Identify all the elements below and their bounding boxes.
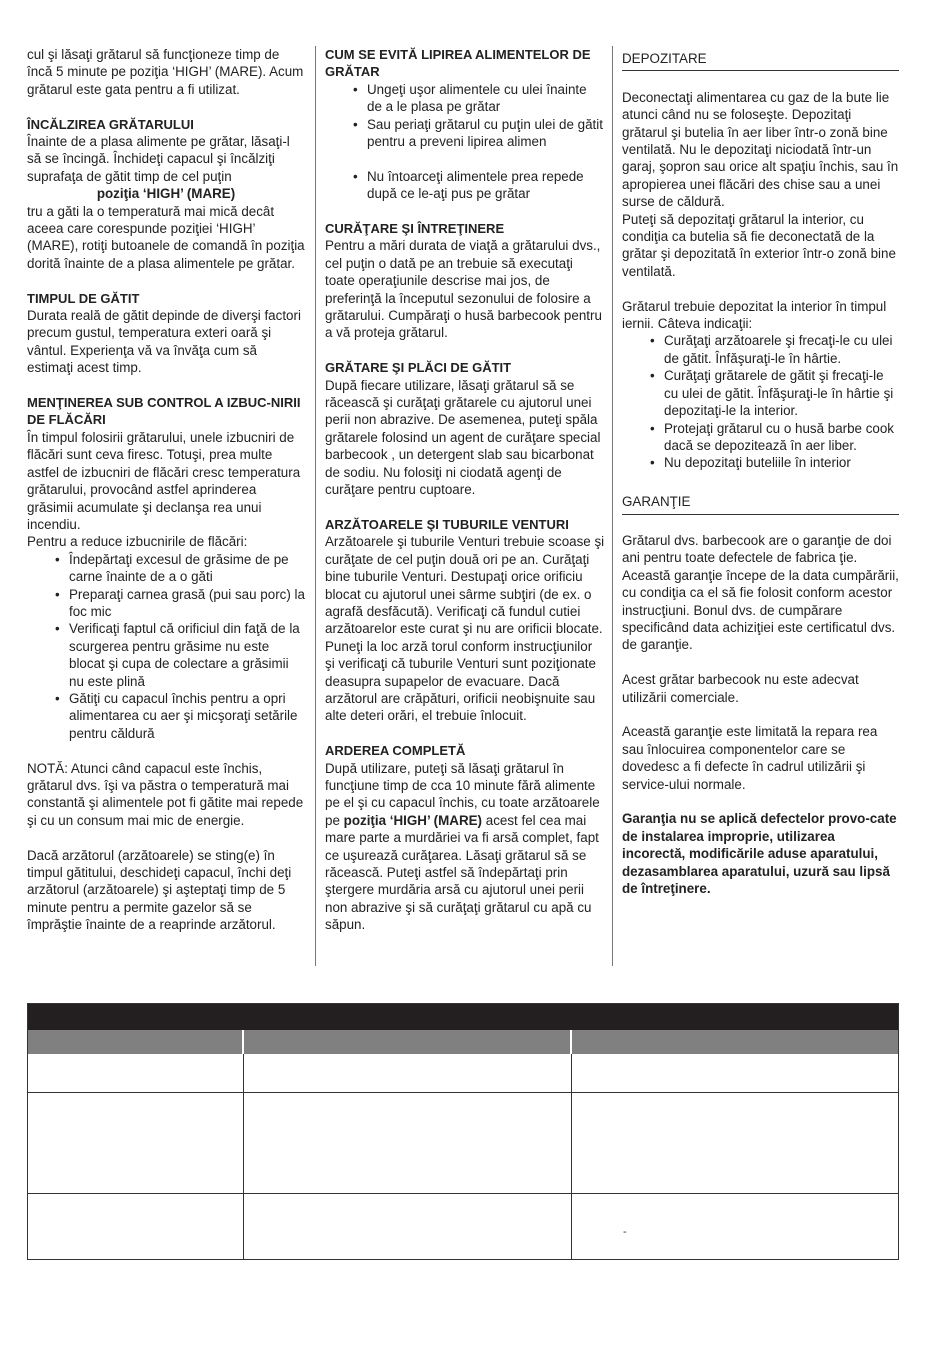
flare-up-intro: Pentru a reduce izbucnirile de flăcări:: [27, 534, 248, 550]
heating-high-position: poziţia ‘HIGH’ (MARE): [96, 186, 236, 202]
column-3: [622, 46, 899, 897]
grates-paragraph: După fiecare utilizare, lăsaţi grătarul să se răcească şi curăţaţi grătarele cu ajutorul unei perii non abrazive. De asemenea, puteţi spăla grătarele folosind un agent de curăţare special barbecook , un detergent slab sau bicarbonat de sodiu. Nu folosiţi ni ciodată agenţi de curăţare pentru cuptoare.: [325, 377, 601, 498]
list-item: • Protejaţi grătarul cu o husă barbe cook dacă se depozitează în aer liber.: [664, 420, 899, 455]
burn-off-high-position: poziţia ‘HIGH’ (MARE): [343, 812, 483, 828]
flare-up-paragraph: În timpul folosirii grătarului, unele izbucniri de flăcări sunt ceva firesc. Totuşi, prea multe astfel de izbucniri de flăcări cresc temperatura grătarului, provocând astfel aprinderea grăsimii acumulate şi declanşa rea unui incendiu.: [27, 429, 301, 532]
warranty-exclusions: Garanţia nu se aplică defectelor provo-cate de instalarea improprie, utilizarea incorectă, modificările aduse aparatului, dezasamblarea aparatului, uzură sau lipsă de întreţinere.: [622, 811, 897, 896]
troubleshooting-table: [27, 1003, 899, 1260]
column-2: [325, 46, 605, 934]
list-item: • Preparaţi carnea grasă (pui sau porc) la foc mic: [69, 586, 305, 621]
warranty-paragraph-3: Această garanţie este limitată la repara rea sau înlocuirea componentelor care se dovedesc a fi defecte în cadrul utilizării şi service-ului normale.: [622, 724, 878, 792]
burn-off-text-2: acest fel cea mai mare parte a murdăriei va fi arsă complet, fapt ce uşurează curăţarea. Lăsaţi grătarul să se răcească. Puteţi astfel să îndepărtaţi prin ştergere murdăria arsă cu ajutorul unei perii non abrazive şi să curăţaţi grătarul cu apă cu săpun.: [325, 812, 599, 933]
list-item: • Gătiţi cu capacul închis pentru a opri alimentarea cu aer şi micşoraţi setările pentru căldură: [69, 690, 305, 742]
storage-paragraph-2: Puteţi să depozitaţi grătarul la interior, cu condiţia ca butelia să fie deconectată de la grătar şi depozitată în exterior într-o zonă bine ventilată.: [622, 211, 896, 279]
list-item: • Verificaţi faptul că orificiul din faţă de la scurgerea pentru grăsime nu este blocat şi cupa de colectare a grăsimii nu este plină: [69, 620, 305, 690]
list-item: • Sau periaţi grătarul cu puţin ulei de gătit pentru a preveni lipirea alimen: [367, 116, 605, 151]
header-separator: [242, 1030, 244, 1054]
heading-burn-off: ARDEREA COMPLETĂ: [325, 743, 466, 759]
table-header-bar: [28, 1004, 898, 1030]
heading-cooking-time: TIMPUL DE GĂTIT: [27, 290, 140, 306]
burn-off-paragraph: [325, 760, 605, 934]
header-separator: [570, 1030, 572, 1054]
column-1: [27, 46, 305, 934]
flare-up-list: [27, 551, 305, 742]
cooking-time-paragraph: Durata reală de gătit depinde de diverşi factori precum gustul, temperatura exteri oară şi vântul. Experienţa vă va învăţa cum să estimaţi acest timp.: [27, 308, 301, 376]
heading-avoid-sticking: CUM SE EVITĂ LIPIREA ALIMENTELOR DE GRĂTAR: [325, 47, 591, 80]
table-cell-dash: -: [623, 1226, 627, 1238]
heading-storage: DEPOZITARE: [622, 50, 899, 71]
heading-flare-up-control: MENŢINEREA SUB CONTROL A IZBUC-NIRII DE FLĂCĂRI: [27, 395, 301, 428]
list-item: • Îndepărtaţi excesul de grăsime de pe carne înainte de a o găti: [69, 551, 305, 586]
warranty-paragraph-2: Acest grătar barbecook nu este adecvat utilizării comerciale.: [622, 672, 859, 705]
cleaning-paragraph: Pentru a mări durata de viaţă a grătarului dvs., cel puţin o dată pe an trebuie să executaţi toate operaţiunile descrise mai jos, de preferinţă la începutul sezonului de folosire a grătarului. Cumpăraţi o husă barbecook pentru a vă proteja grătarul.: [325, 238, 602, 341]
list-item: • Curăţaţi arzătoarele şi frecaţi-le cu ulei de gătit. Înfăşuraţi-le în hârtie.: [664, 332, 899, 367]
table-column-separator: [243, 1054, 244, 1259]
heating-paragraph-2: tru a găti la o temperatură mai mică decât aceea care corespunde poziţiei ‘HIGH’ (MARE), rotiţi butoanele de comandă în poziţia dorită înainte de a plasa alimentele pe grătar.: [27, 203, 305, 271]
heading-burners-venturi: ARZĂTOARELE ŞI TUBURILE VENTURI: [325, 516, 569, 532]
storage-paragraph-1: Deconectaţi alimentarea cu gaz de la bute lie atunci când nu se foloseşte. Depozitaţi grătarul şi butelia în aer liber într-o zonă bine ventilată. Nu le depozitaţi niciodată într-un garaj, şopron sau orice alt spaţiu închis, sau în apropierea unei flăcări des chise sau a unei surse de căldură.: [622, 89, 899, 210]
storage-paragraph-3: Grătarul trebuie depozitat la interior în timpul iernii. Câteva indicaţii:: [622, 298, 887, 332]
storage-list: [622, 332, 899, 471]
table-row: [28, 1092, 898, 1193]
list-item: • Nu depozitaţi buteliile în interior: [664, 454, 899, 471]
column-divider-2: [612, 46, 613, 966]
list-item: • Curăţaţi grătarele de gătit şi frecaţi-le cu ulei de gătit. Înfăşuraţi-le în hârtie şi depozitaţi-le la interior.: [664, 367, 899, 419]
table-row: [28, 1054, 898, 1092]
table-row: [28, 1193, 898, 1261]
note-paragraph: NOTĂ: Atunci când capacul este închis, grătarul dvs. îşi va păstra o temperatură mai constantă şi alimentele pot fi gătite mai repede şi cu un consum mai mic de energie.: [27, 760, 304, 828]
burner-out-paragraph: Dacă arzătorul (arzătoarele) se sting(e) în timpul gătitului, deschideţi capacul, închi deţi arzătorul (arzătoarele) şi aşteptaţi timp de 5 minute pentru a permite gazelor să se împrăştie înainte de a reaprinde arzătorul.: [27, 847, 292, 933]
table-column-header-row: [28, 1030, 898, 1054]
heating-paragraph-1: Înainte de a plasa alimente pe grătar, lăsaţi-l să se încingă. Închideţi capacul şi încălziţi suprafaţa de gătit timp de cel puţin: [27, 134, 290, 184]
burn-off-text-1: După utilizare, puteţi să lăsaţi grătarul în funcţiune timp de cca 10 minute fără alimente pe el şi cu capacul închis, cu toate arzătoarele pe: [325, 760, 600, 828]
table-column-separator: [571, 1054, 572, 1259]
burners-paragraph: Arzătoarele şi tuburile Venturi trebuie scoase şi curăţate de cel puţin două ori pe an. Curăţaţi bine tuburile Venturi. Destupaţi orice orificiu blocat cu ajutorul unei sârme subţiri (de ex. o agrafă desfăcută). Verificaţi că fundul cutiei arzătoarelor este curat şi nu are orificii blocate. Puneţi la loc arză torul conform instrucţiunilor şi verificaţi că tuburile Venturi sunt poziţionate deasupra supapelor de evacuare. Dacă arzătorul are crăpături, orificii neobişnuite sau alte deteri orări, el trebuie înlocuit.: [325, 534, 605, 724]
heading-cleaning: CURĂŢARE ŞI ÎNTREŢINERE: [325, 221, 505, 237]
column-divider-1: [315, 46, 316, 966]
avoid-sticking-list: [325, 81, 605, 203]
list-item: • Ungeţi uşor alimentele cu ulei înainte de a le plasa pe grătar: [367, 81, 605, 116]
heading-grates: GRĂTARE ŞI PLĂCI DE GĂTIT: [325, 360, 512, 376]
heading-warranty: GARANŢIE: [622, 493, 899, 514]
heading-heating: ÎNCĂLZIREA GRĂTARULUI: [27, 116, 194, 132]
intro-paragraph: cul şi lăsaţi grătarul să funcţioneze timp de încă 5 minute pe poziţia ‘HIGH’ (MARE). Acum grătarul este gata pentru a fi utilizat.: [27, 47, 304, 97]
warranty-paragraph-1: Grătarul dvs. barbecook are o garanţie de doi ani pentru toate defectele de fabrica ţie. Această garanţie începe de la data cumpărării, cu condiţia ca el să fie folosit conform acestor instrucţiuni. Bonul dvs. de cumpărare specificând data achiziţiei este certificatul dvs. de garanţie.: [622, 532, 899, 653]
list-item: • Nu întoarceţi alimentele prea repede după ce le-aţi pus pe grătar: [367, 168, 605, 203]
